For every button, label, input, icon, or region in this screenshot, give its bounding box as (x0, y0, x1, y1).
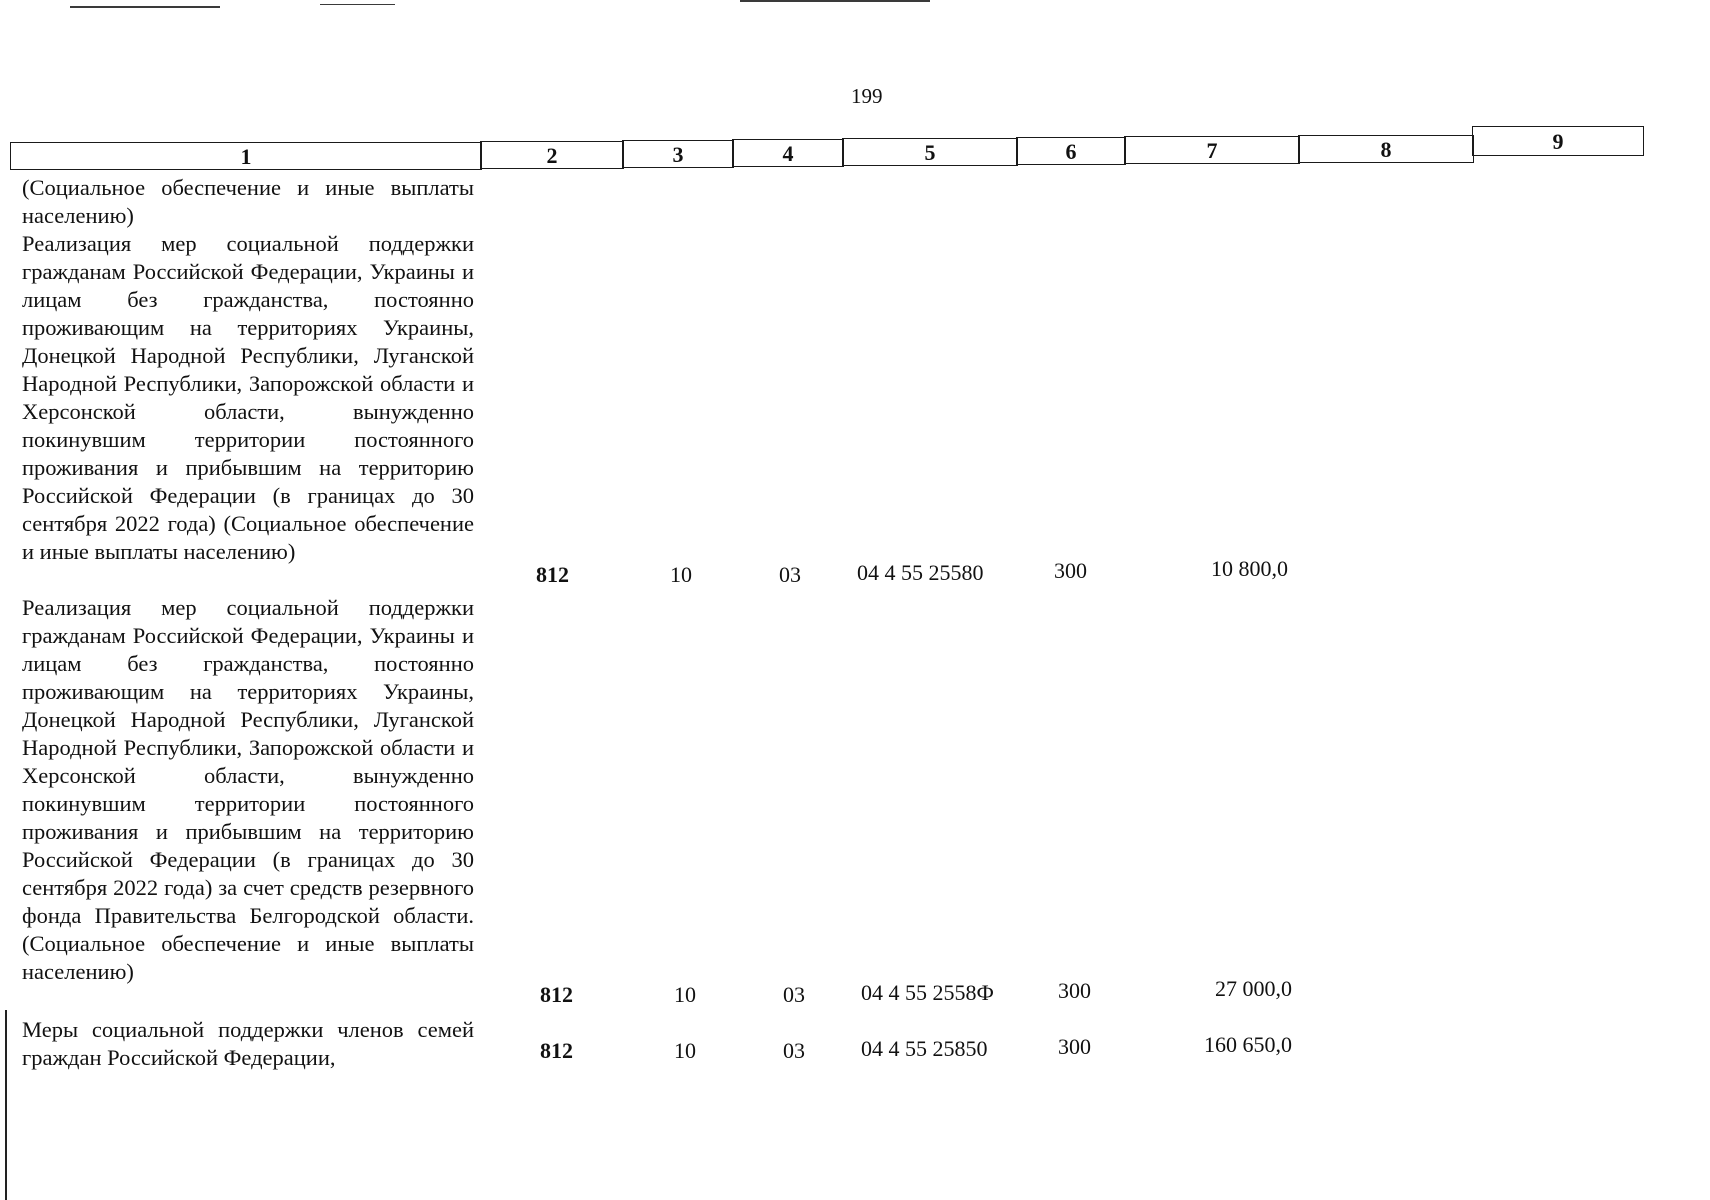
cell-section: 10 (670, 562, 692, 587)
column-header: 6 (1016, 137, 1126, 165)
cell-target-article: 04 4 55 25580 (857, 560, 984, 585)
cell-subsection: 03 (783, 1038, 805, 1063)
table-row-description: Меры социальной поддержки членов семей граждан Российской Федерации, (22, 1017, 474, 1070)
column-header: 4 (732, 139, 844, 167)
scan-artifact-line (320, 4, 395, 5)
cell-section: 10 (674, 982, 696, 1007)
table-row-description: Реализация мер социальной поддержки гражданам Российской Федерации, Украины и лицам без гражданства, постоянно проживающим на территориях Украины, Донецкой Народной Республики, Луганской Народной Республики, Запорожской области и Херсонской области, вынужденно покинувшим территории постоянного проживания и прибывшим на территорию Российской Федерации (в границах до 30 сентября 2022 года) (Социальное обеспечение и иные выплаты населению) (22, 231, 474, 564)
column-header: 7 (1124, 136, 1300, 164)
cell-expense-type: 300 (1054, 558, 1087, 583)
table-header (10, 128, 1634, 168)
page-number: 199 (851, 84, 883, 108)
table-row-description: Реализация мер социальной поддержки гражданам Российской Федерации, Украины и лицам без гражданства, постоянно проживающим на территориях Украины, Донецкой Народной Республики, Луганской Народной Республики, Запорожской области и Херсонской области, вынужденно покинувшим территории постоянного проживания и прибывшим на территорию Российской Федерации (в границах до 30 сентября 2022 года) за счет средств резервного фонда Правительства Белгородской области. (Социальное обеспечение и иные выплаты населению) (22, 595, 474, 984)
column-header: 9 (1472, 126, 1644, 156)
cell-amount: 10 800,0 (1211, 556, 1288, 581)
column-header: 1 (10, 142, 482, 170)
column-header: 8 (1298, 135, 1474, 163)
column-header: 5 (842, 138, 1018, 166)
cell-admin-code: 812 (540, 1038, 573, 1063)
column-header: 2 (480, 141, 624, 169)
cell-subsection: 03 (779, 562, 801, 587)
scan-artifact-line (740, 0, 930, 2)
scan-artifact-line (70, 6, 220, 8)
cell-target-article: 04 4 55 25850 (861, 1036, 988, 1061)
cell-expense-type: 300 (1058, 978, 1091, 1003)
cell-admin-code: 812 (540, 982, 573, 1007)
cell-amount: 27 000,0 (1215, 976, 1292, 1001)
cell-expense-type: 300 (1058, 1034, 1091, 1059)
table-row-description: (Социальное обеспечение и иные выплаты населению) (22, 175, 474, 228)
cell-target-article: 04 4 55 2558Ф (861, 980, 994, 1005)
cell-admin-code: 812 (536, 562, 569, 587)
cell-section: 10 (674, 1038, 696, 1063)
cell-subsection: 03 (783, 982, 805, 1007)
cell-amount: 160 650,0 (1204, 1032, 1292, 1057)
column-header: 3 (622, 140, 734, 168)
scan-artifact-edge (5, 1010, 7, 1200)
